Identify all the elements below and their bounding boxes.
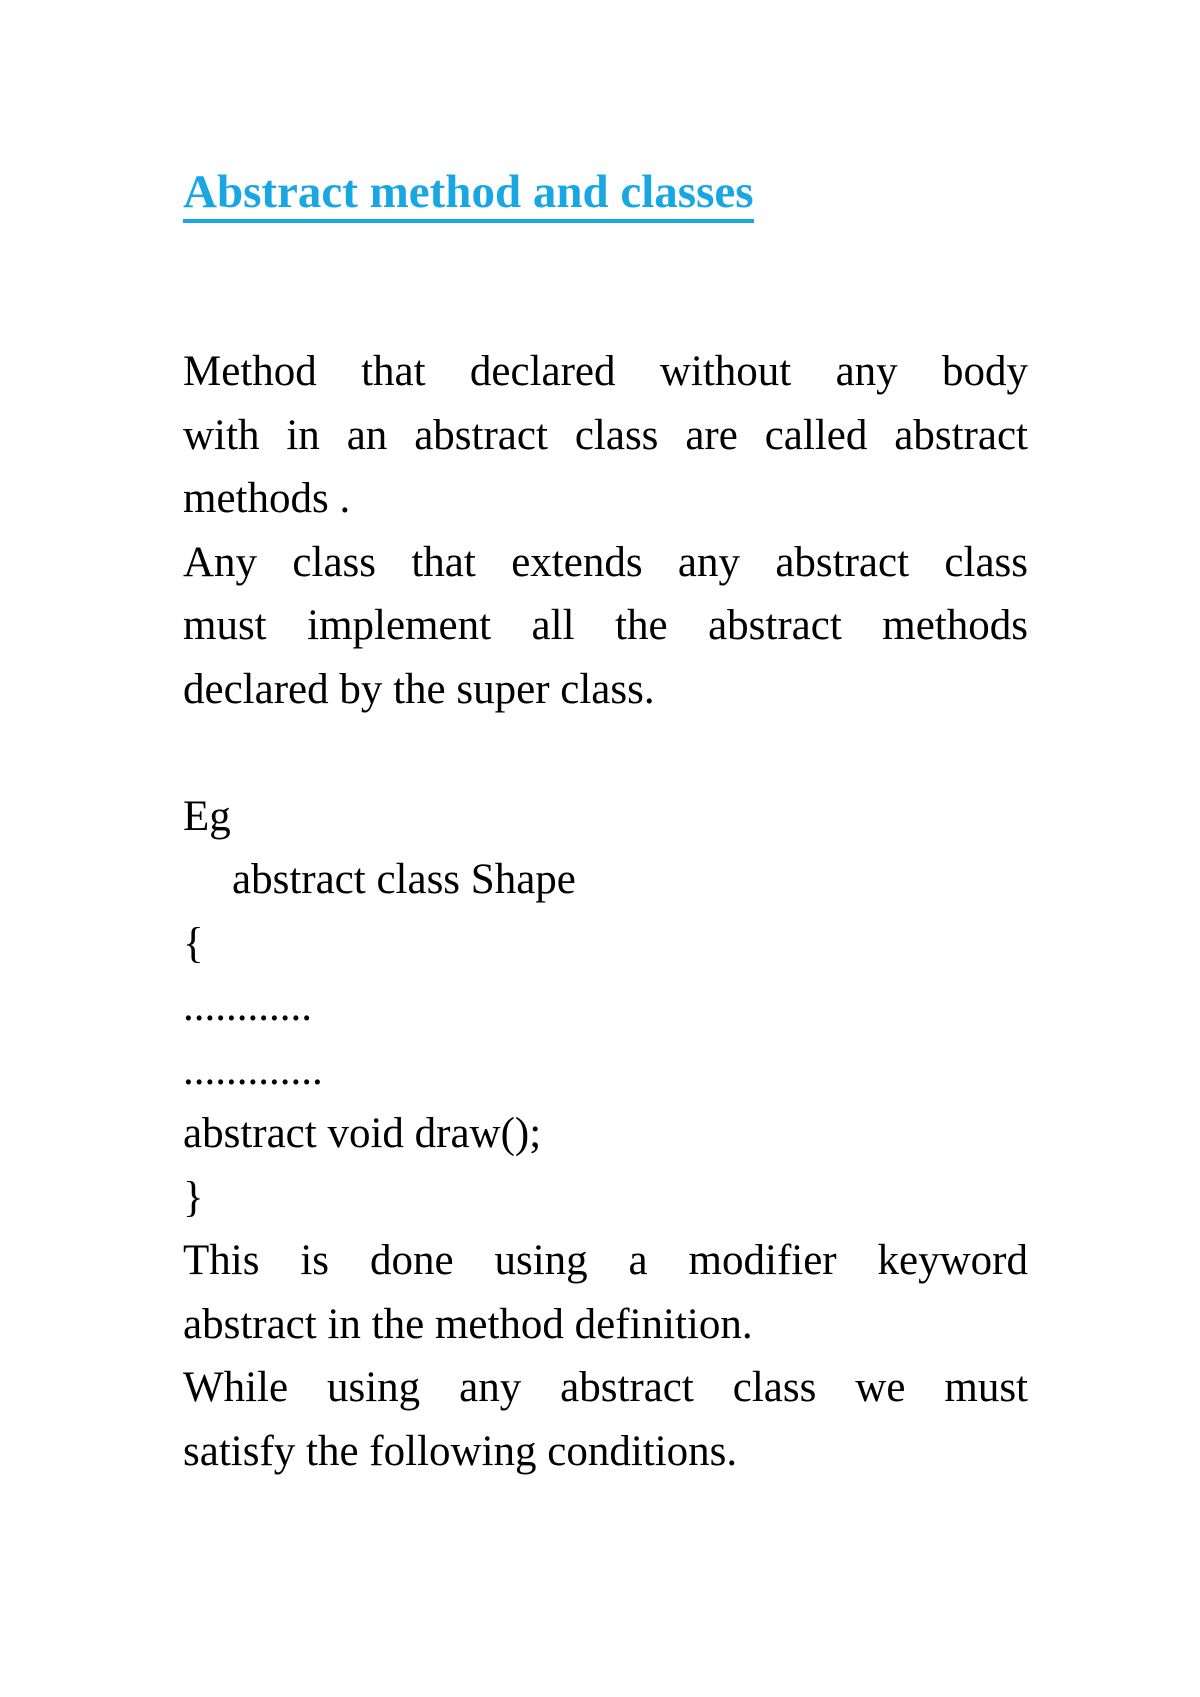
text-line: Any class that extends any abstract class — [183, 538, 1028, 586]
code-example — [183, 785, 1028, 1230]
example-close-brace: } — [183, 1173, 204, 1221]
text-line: This is done using a modifier keyword — [183, 1237, 1028, 1284]
example-label: Eg — [183, 792, 231, 840]
example-ellipsis-line: ............ — [183, 983, 312, 1030]
paragraph-abstract-methods — [183, 340, 1028, 531]
text-line: satisfy the following conditions. — [183, 1427, 738, 1475]
text-line: methods . — [183, 475, 351, 522]
example-abstract-method: abstract void draw(); — [183, 1110, 542, 1157]
text-line: must implement all the abstract methods — [183, 602, 1028, 649]
paragraph-modifier-keyword — [183, 1229, 1028, 1356]
example-class-declaration: abstract class Shape — [232, 856, 576, 903]
page-title-text: Abstract method and classes — [183, 166, 754, 223]
text-line: declared by the super class. — [183, 665, 655, 713]
document-body — [183, 340, 1028, 1483]
text-line: Method that declared without any body — [183, 348, 1028, 395]
example-open-brace: { — [183, 919, 204, 967]
paragraph-conditions — [183, 1356, 1028, 1483]
text-line: abstract in the method definition. — [183, 1300, 753, 1348]
page-title — [183, 162, 754, 222]
text-line: While using any abstract class we must — [183, 1364, 1028, 1411]
blank-line — [183, 721, 1028, 785]
example-ellipsis-line: ............. — [183, 1046, 323, 1094]
paragraph-extends-rule — [183, 531, 1028, 722]
text-line: with in an abstract class are called abstract — [183, 411, 1028, 459]
